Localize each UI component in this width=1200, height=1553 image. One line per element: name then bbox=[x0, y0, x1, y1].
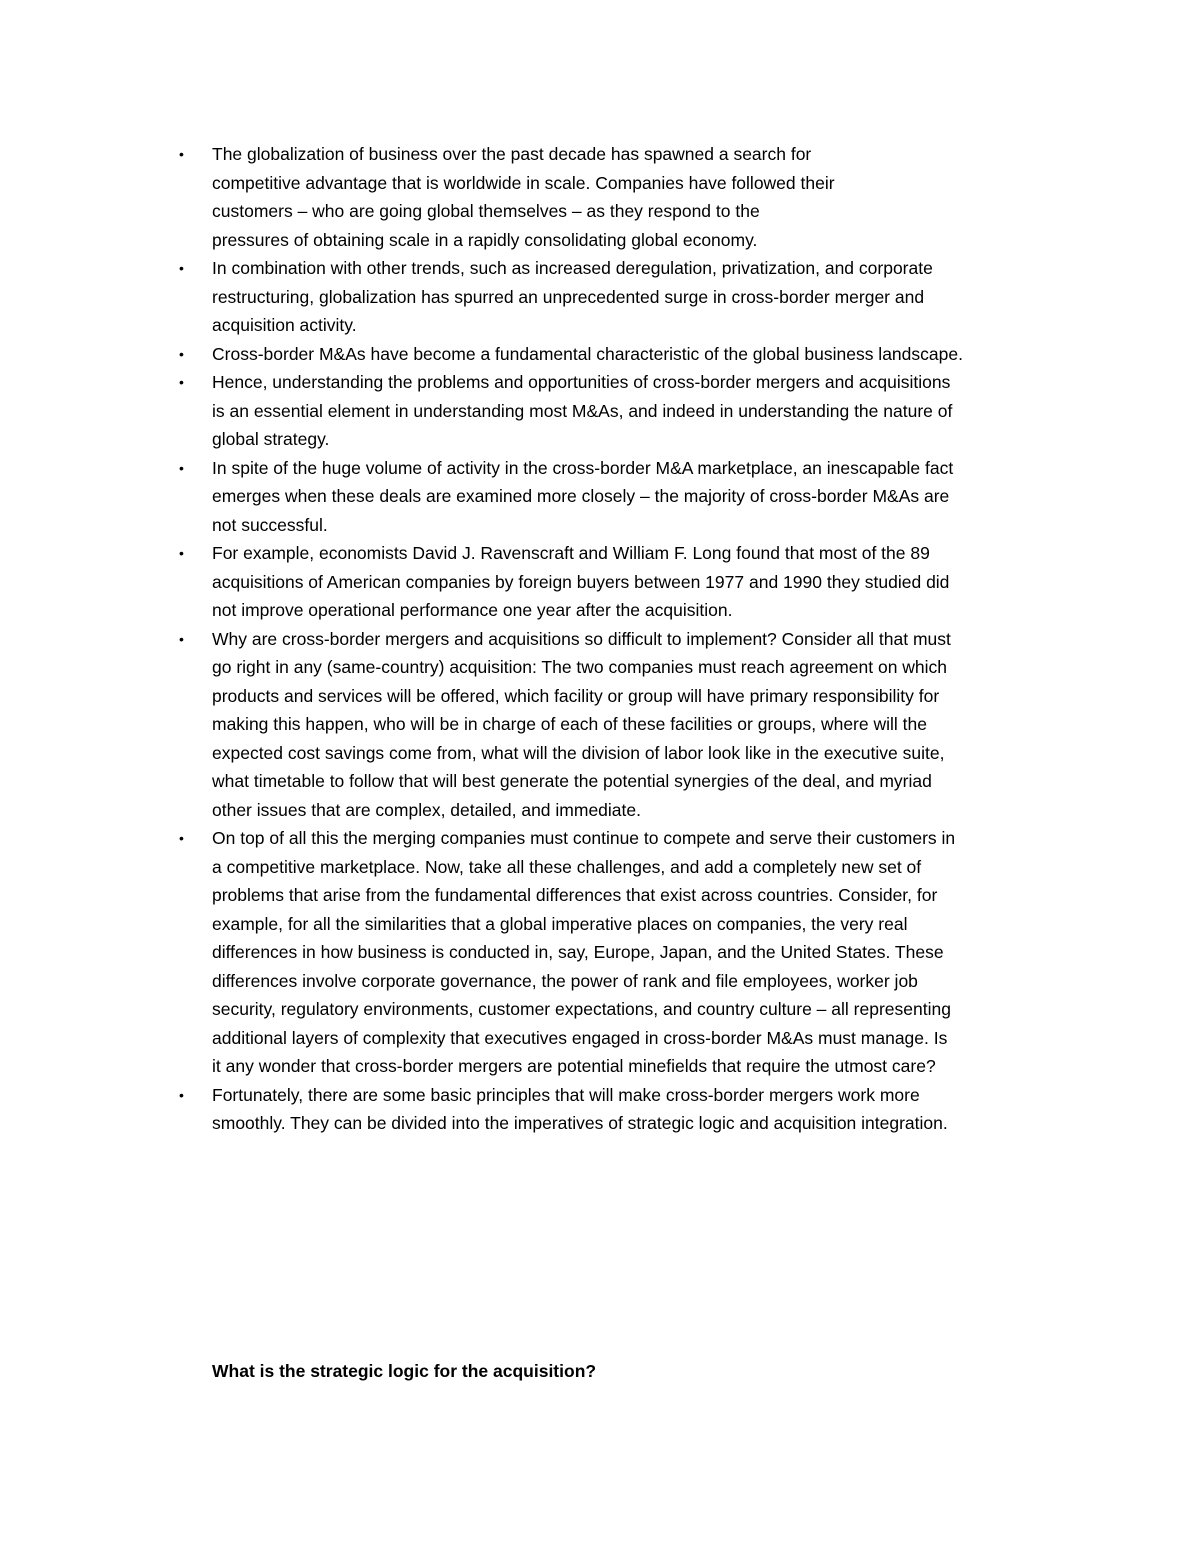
bullet-text-line: acquisition activity. bbox=[212, 315, 357, 335]
bullet-icon: • bbox=[179, 830, 184, 846]
list-item bbox=[179, 625, 1062, 825]
bullet-text-line: smoothly. They can be divided into the imperatives of strategic logic and acquisition integration. bbox=[212, 1113, 948, 1133]
bullet-text-line: For example, economists David J. Ravenscraft and William F. Long found that most of the 89 bbox=[212, 543, 930, 563]
list-item bbox=[179, 824, 1062, 1081]
bullet-text-line: In spite of the huge volume of activity in the cross-border M&A marketplace, an inescapable fact bbox=[212, 457, 954, 478]
bullet-text-line: example, for all the similarities that a global imperative places on companies, the very real bbox=[212, 913, 908, 934]
bullet-icon: • bbox=[179, 1086, 184, 1103]
bullet-text-line: competitive advantage that is worldwide in scale. Companies have followed their bbox=[212, 172, 835, 193]
list-item bbox=[179, 340, 1062, 369]
bullet-text-line: pressures of obtaining scale in a rapidly consolidating global economy. bbox=[212, 229, 758, 250]
bullet-text-line: global strategy. bbox=[212, 429, 330, 449]
bullet-list bbox=[179, 140, 1062, 1138]
bullet-text-line: Hence, understanding the problems and opportunities of cross-border mergers and acquisitions bbox=[212, 372, 951, 392]
bullet-text-line: not successful. bbox=[212, 514, 328, 535]
list-item bbox=[179, 368, 1062, 454]
bullet-text-line: products and services will be offered, which facility or group will have primary responsibility for bbox=[212, 685, 940, 706]
bullet-text-line: On top of all this the merging companies must continue to compete and serve their customers in bbox=[212, 828, 956, 848]
bullet-icon: • bbox=[179, 630, 184, 647]
bullet-icon: • bbox=[179, 146, 184, 162]
bullet-icon: • bbox=[179, 260, 184, 276]
bullet-icon: • bbox=[179, 345, 184, 362]
list-item bbox=[179, 254, 1062, 340]
bullet-icon: • bbox=[179, 374, 184, 390]
bullet-text-line: customers – who are going global themselves – as they respond to the bbox=[212, 201, 760, 221]
bullet-text-line: Fortunately, there are some basic principles that will make cross-border mergers work more bbox=[212, 1084, 920, 1105]
bullet-text-line: other issues that are complex, detailed, and immediate. bbox=[212, 799, 641, 820]
bullet-icon: • bbox=[179, 459, 184, 476]
bullet-text-line: problems that arise from the fundamental differences that exist across countries. Consider, for bbox=[212, 885, 938, 905]
bullet-text-line: differences involve corporate governance, the power of rank and file employees, worker job bbox=[212, 970, 918, 991]
bullet-text-line: emerges when these deals are examined more closely – the majority of cross-border M&As are bbox=[212, 486, 950, 506]
bullet-text-line: it any wonder that cross-border mergers are potential minefields that require the utmost care? bbox=[212, 1056, 936, 1076]
bullet-text-line: In combination with other trends, such as increased deregulation, privatization, and corporate bbox=[212, 258, 933, 278]
bullet-text-line: not improve operational performance one year after the acquisition. bbox=[212, 600, 733, 620]
bullet-text-line: go right in any (same-country) acquisition: The two companies must reach agreement on which bbox=[212, 657, 948, 677]
bullet-text-line: security, regulatory environments, customer expectations, and country culture – all representing bbox=[212, 999, 951, 1019]
bullet-text-line: making this happen, who will be in charge of each of these facilities or groups, where will the bbox=[212, 714, 927, 734]
list-item bbox=[179, 454, 1062, 540]
bullet-text-line: expected cost savings come from, what will the division of labor look like in the executive suite, bbox=[212, 742, 945, 763]
list-item bbox=[179, 539, 1062, 625]
bullet-text-line: additional layers of complexity that executives engaged in cross-border M&As must manage. Is bbox=[212, 1027, 948, 1048]
bullet-icon: • bbox=[179, 545, 184, 561]
bullet-text-line: what timetable to follow that will best generate the potential synergies of the deal, and myriad bbox=[212, 771, 932, 791]
bullet-text-line: restructuring, globalization has spurred an unprecedented surge in cross-border merger and bbox=[212, 286, 925, 307]
bullet-text-line: differences in how business is conducted in, say, Europe, Japan, and the United States. These bbox=[212, 942, 944, 962]
bullet-text-line: Why are cross-border mergers and acquisitions so difficult to implement? Consider all that must bbox=[212, 628, 951, 649]
question-heading: What is the strategic logic for the acquisition? bbox=[212, 1361, 597, 1381]
bullet-text-line: Cross-border M&As have become a fundamental characteristic of the global business landscape. bbox=[212, 343, 963, 364]
list-item bbox=[179, 140, 1062, 254]
bullet-text-line: is an essential element in understanding most M&As, and indeed in understanding the nature of bbox=[212, 400, 953, 421]
bullet-text-line: a competitive marketplace. Now, take all these challenges, and add a completely new set of bbox=[212, 856, 922, 877]
bullet-text-line: The globalization of business over the past decade has spawned a search for bbox=[212, 144, 812, 164]
bullet-text-line: acquisitions of American companies by foreign buyers between 1977 and 1990 they studied did bbox=[212, 571, 950, 592]
list-item bbox=[179, 1081, 1062, 1138]
